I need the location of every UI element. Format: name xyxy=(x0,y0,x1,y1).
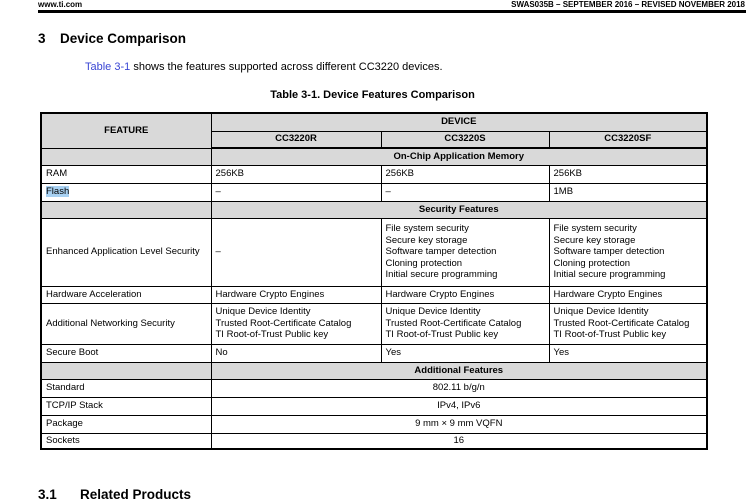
addlnet-cc3220r: Unique Device Identity Trusted Root-Certificate Catalog TI Root-of-Trust Public key xyxy=(211,303,381,344)
col-header-cc3220s: CC3220S xyxy=(381,131,549,148)
header-divider xyxy=(38,10,746,13)
col-header-device: DEVICE xyxy=(211,113,707,131)
feature-tcpip: TCP/IP Stack xyxy=(41,397,211,415)
sockets-value: 16 xyxy=(211,433,707,449)
section-row-additional xyxy=(41,362,707,379)
feature-standard: Standard xyxy=(41,379,211,397)
table-row-secure-boot xyxy=(41,344,707,362)
feature-hardware-acceleration: Hardware Acceleration xyxy=(41,286,211,303)
feature-ram: RAM xyxy=(41,165,211,183)
device-comparison-table xyxy=(40,112,708,450)
table-row-hardware-acceleration xyxy=(41,286,707,303)
col-header-cc3220sf: CC3220SF xyxy=(549,131,707,148)
package-value: 9 mm × 9 mm VQFN xyxy=(211,415,707,433)
hwaccel-cc3220s: Hardware Crypto Engines xyxy=(381,286,549,303)
section-row-empty-cell xyxy=(41,362,211,379)
table-row-enhanced-security xyxy=(41,218,707,286)
secureboot-cc3220s: Yes xyxy=(381,344,549,362)
flash-cc3220sf: 1MB xyxy=(549,183,707,201)
table-row-package xyxy=(41,415,707,433)
col-header-cc3220r: CC3220R xyxy=(211,131,381,148)
section-row-security xyxy=(41,201,707,218)
subsection-number: 3.1 xyxy=(38,487,57,502)
table-caption: Table 3-1. Device Features Comparison xyxy=(270,89,475,101)
section-row-memory xyxy=(41,148,707,165)
feature-enhanced-security: Enhanced Application Level Security xyxy=(41,218,211,286)
feature-package: Package xyxy=(41,415,211,433)
ram-cc3220s: 256KB xyxy=(381,165,549,183)
addlnet-cc3220sf: Unique Device Identity Trusted Root-Certificate Catalog TI Root-of-Trust Public key xyxy=(549,303,707,344)
standard-value: 802.11 b/g/n xyxy=(211,379,707,397)
table-row-additional-networking xyxy=(41,303,707,344)
table-row-tcpip xyxy=(41,397,707,415)
enhanced-cc3220s: File system security Secure key storage Software tamper detection Cloning protection Initial secure programming xyxy=(381,218,549,286)
ram-cc3220r: 256KB xyxy=(211,165,381,183)
subsection-title: Related Products xyxy=(80,487,192,502)
secureboot-cc3220r: No xyxy=(211,344,381,362)
intro-paragraph xyxy=(85,61,443,74)
feature-additional-networking: Additional Networking Security xyxy=(41,303,211,344)
table-row-ram xyxy=(41,165,707,183)
tcpip-value: IPv4, IPv6 xyxy=(211,397,707,415)
feature-secure-boot: Secure Boot xyxy=(41,344,211,362)
table-row-standard xyxy=(41,379,707,397)
hwaccel-cc3220sf: Hardware Crypto Engines xyxy=(549,286,707,303)
table-row-device-header xyxy=(41,113,707,131)
col-header-feature: FEATURE xyxy=(41,113,211,148)
table-ref-link[interactable]: Table 3-1 xyxy=(85,61,131,73)
section-heading xyxy=(38,31,186,46)
ram-cc3220sf: 256KB xyxy=(549,165,707,183)
table-row-flash xyxy=(41,183,707,201)
enhanced-cc3220r: – xyxy=(211,218,381,286)
feature-sockets: Sockets xyxy=(41,433,211,449)
addlnet-cc3220s: Unique Device Identity Trusted Root-Certificate Catalog TI Root-of-Trust Public key xyxy=(381,303,549,344)
section-title: Device Comparison xyxy=(60,31,187,46)
flash-cc3220s: – xyxy=(381,183,549,201)
table-row-sockets xyxy=(41,433,707,449)
secureboot-cc3220sf: Yes xyxy=(549,344,707,362)
hwaccel-cc3220r: Hardware Crypto Engines xyxy=(211,286,381,303)
section-number: 3 xyxy=(38,31,46,46)
section-row-empty-cell xyxy=(41,148,211,165)
section-label-security: Security Features xyxy=(211,201,707,218)
enhanced-cc3220sf: File system security Secure key storage Software tamper detection Cloning protection Initial secure programming xyxy=(549,218,707,286)
feature-flash xyxy=(41,183,211,201)
selected-text-flash: Flash xyxy=(46,186,70,198)
header-doc-revision: SWAS035B – SEPTEMBER 2016 – REVISED NOVEMBER 2018 xyxy=(511,0,745,9)
section-row-empty-cell xyxy=(41,201,211,218)
intro-text: shows the features supported across different CC3220 devices. xyxy=(130,61,443,73)
page-header xyxy=(38,0,745,10)
flash-cc3220r: – xyxy=(211,183,381,201)
section-label-memory: On-Chip Application Memory xyxy=(211,148,707,165)
header-url: www.ti.com xyxy=(38,0,83,9)
section-label-additional: Additional Features xyxy=(211,362,707,379)
